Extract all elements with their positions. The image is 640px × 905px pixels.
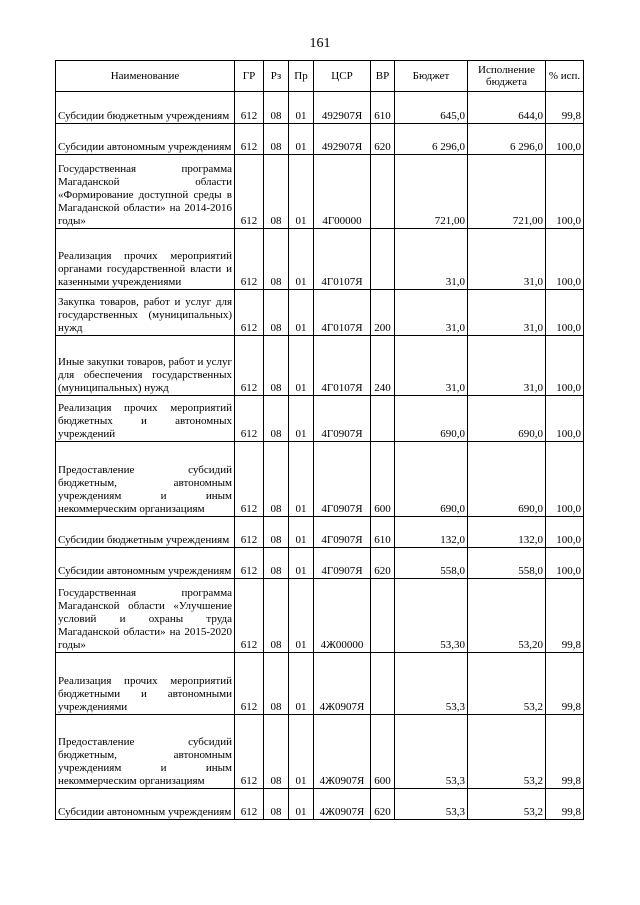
cell-execution: 53,2	[468, 715, 546, 789]
cell-csr: 4Г0107Я	[314, 229, 371, 290]
table-row	[56, 442, 584, 517]
cell-budget: 132,0	[395, 517, 468, 548]
table-row	[56, 653, 584, 715]
cell-budget: 31,0	[395, 229, 468, 290]
cell-execution: 53,20	[468, 579, 546, 653]
cell-vr	[371, 579, 395, 653]
cell-name: Субсидии автономным учреждениям	[56, 124, 235, 155]
cell-execution: 690,0	[468, 396, 546, 442]
column-header-csr: ЦСР	[314, 61, 371, 92]
table-row	[56, 229, 584, 290]
cell-csr: 4Ж0907Я	[314, 715, 371, 789]
column-header-execution: Исполнение бюджета	[468, 61, 546, 92]
cell-percent: 99,8	[546, 715, 584, 789]
cell-budget: 53,3	[395, 789, 468, 820]
cell-percent: 100,0	[546, 336, 584, 396]
cell-pr: 01	[289, 517, 314, 548]
cell-pr: 01	[289, 548, 314, 579]
cell-vr: 620	[371, 789, 395, 820]
cell-csr: 4Г0107Я	[314, 336, 371, 396]
table-row	[56, 715, 584, 789]
cell-rz: 08	[264, 715, 289, 789]
cell-vr: 620	[371, 124, 395, 155]
cell-percent: 100,0	[546, 155, 584, 229]
cell-rz: 08	[264, 124, 289, 155]
cell-pr: 01	[289, 396, 314, 442]
cell-rz: 08	[264, 517, 289, 548]
cell-csr: 4Ж0907Я	[314, 653, 371, 715]
cell-name: Иные закупки товаров, работ и услуг для обеспечения государственных (муниципальных) нужд	[56, 336, 235, 396]
cell-gr: 612	[235, 290, 264, 336]
cell-rz: 08	[264, 155, 289, 229]
table-row	[56, 336, 584, 396]
cell-budget: 690,0	[395, 442, 468, 517]
cell-vr: 610	[371, 92, 395, 124]
cell-rz: 08	[264, 290, 289, 336]
table-row	[56, 124, 584, 155]
cell-name: Субсидии автономным учреждениям	[56, 548, 235, 579]
cell-budget: 558,0	[395, 548, 468, 579]
cell-percent: 100,0	[546, 124, 584, 155]
cell-csr: 4Г0907Я	[314, 548, 371, 579]
cell-gr: 612	[235, 517, 264, 548]
cell-percent: 99,8	[546, 789, 584, 820]
column-header-vr: ВР	[371, 61, 395, 92]
cell-execution: 644,0	[468, 92, 546, 124]
cell-pr: 01	[289, 229, 314, 290]
table-row	[56, 155, 584, 229]
table-row	[56, 789, 584, 820]
cell-execution: 31,0	[468, 336, 546, 396]
cell-budget: 53,30	[395, 579, 468, 653]
cell-percent: 99,8	[546, 653, 584, 715]
cell-execution: 558,0	[468, 548, 546, 579]
cell-execution: 690,0	[468, 442, 546, 517]
table-row	[56, 579, 584, 653]
cell-budget: 6 296,0	[395, 124, 468, 155]
cell-rz: 08	[264, 396, 289, 442]
page-number: 161	[309, 36, 331, 51]
cell-name: Предоставление субсидий бюджетным, автономным учреждениям и иным некоммерческим организациям	[56, 442, 235, 517]
cell-percent: 100,0	[546, 517, 584, 548]
cell-gr: 612	[235, 548, 264, 579]
cell-name: Государственная программа Магаданской области «Формирование доступной среды в Магаданской области» на 2014-2016 годы»	[56, 155, 235, 229]
cell-budget: 53,3	[395, 653, 468, 715]
cell-gr: 612	[235, 715, 264, 789]
table-row	[56, 92, 584, 124]
cell-name: Субсидии бюджетным учреждениям	[56, 92, 235, 124]
cell-gr: 612	[235, 92, 264, 124]
cell-name: Субсидии автономным учреждениям	[56, 789, 235, 820]
cell-vr: 240	[371, 336, 395, 396]
table-header-row	[56, 61, 584, 92]
cell-percent: 99,8	[546, 92, 584, 124]
cell-rz: 08	[264, 789, 289, 820]
cell-pr: 01	[289, 442, 314, 517]
cell-pr: 01	[289, 715, 314, 789]
column-header-rz: Рз	[264, 61, 289, 92]
budget-table	[55, 60, 584, 820]
cell-vr	[371, 653, 395, 715]
cell-vr: 610	[371, 517, 395, 548]
cell-gr: 612	[235, 336, 264, 396]
cell-rz: 08	[264, 229, 289, 290]
cell-percent: 100,0	[546, 548, 584, 579]
cell-pr: 01	[289, 653, 314, 715]
cell-execution: 132,0	[468, 517, 546, 548]
cell-csr: 4Г0907Я	[314, 442, 371, 517]
cell-execution: 31,0	[468, 290, 546, 336]
cell-vr	[371, 396, 395, 442]
cell-csr: 4Ж00000	[314, 579, 371, 653]
cell-budget: 690,0	[395, 396, 468, 442]
column-header-gr: ГР	[235, 61, 264, 92]
table-row	[56, 290, 584, 336]
cell-gr: 612	[235, 124, 264, 155]
table-row	[56, 396, 584, 442]
table-row	[56, 517, 584, 548]
cell-pr: 01	[289, 155, 314, 229]
cell-rz: 08	[264, 92, 289, 124]
cell-csr: 4Г0907Я	[314, 517, 371, 548]
cell-budget: 53,3	[395, 715, 468, 789]
cell-csr: 4Г0107Я	[314, 290, 371, 336]
cell-percent: 100,0	[546, 442, 584, 517]
cell-csr: 492907Я	[314, 124, 371, 155]
cell-vr: 600	[371, 715, 395, 789]
cell-vr: 600	[371, 442, 395, 517]
column-header-name: Наименование	[56, 61, 235, 92]
cell-gr: 612	[235, 789, 264, 820]
cell-budget: 721,00	[395, 155, 468, 229]
cell-execution: 53,2	[468, 653, 546, 715]
cell-gr: 612	[235, 579, 264, 653]
table-body	[56, 92, 584, 820]
cell-name: Реализация прочих мероприятий бюджетных и автономных учреждений	[56, 396, 235, 442]
cell-rz: 08	[264, 336, 289, 396]
cell-budget: 31,0	[395, 336, 468, 396]
cell-budget: 31,0	[395, 290, 468, 336]
cell-csr: 4Г0907Я	[314, 396, 371, 442]
cell-pr: 01	[289, 579, 314, 653]
cell-rz: 08	[264, 548, 289, 579]
cell-gr: 612	[235, 653, 264, 715]
cell-percent: 100,0	[546, 396, 584, 442]
cell-execution: 31,0	[468, 229, 546, 290]
cell-vr	[371, 229, 395, 290]
cell-rz: 08	[264, 653, 289, 715]
cell-vr	[371, 155, 395, 229]
cell-pr: 01	[289, 290, 314, 336]
cell-csr: 492907Я	[314, 92, 371, 124]
cell-pr: 01	[289, 92, 314, 124]
column-header-pr: Пр	[289, 61, 314, 92]
cell-pr: 01	[289, 124, 314, 155]
cell-gr: 612	[235, 442, 264, 517]
cell-pr: 01	[289, 336, 314, 396]
cell-rz: 08	[264, 442, 289, 517]
cell-name: Закупка товаров, работ и услуг для государственных (муниципальных) нужд	[56, 290, 235, 336]
cell-gr: 612	[235, 155, 264, 229]
column-header-budget: Бюджет	[395, 61, 468, 92]
cell-rz: 08	[264, 579, 289, 653]
table-row	[56, 548, 584, 579]
cell-percent: 100,0	[546, 290, 584, 336]
cell-name: Реализация прочих мероприятий бюджетными и автономными учреждениями	[56, 653, 235, 715]
cell-execution: 721,00	[468, 155, 546, 229]
cell-csr: 4Г00000	[314, 155, 371, 229]
cell-csr: 4Ж0907Я	[314, 789, 371, 820]
cell-execution: 53,2	[468, 789, 546, 820]
cell-percent: 100,0	[546, 229, 584, 290]
cell-execution: 6 296,0	[468, 124, 546, 155]
column-header-percent: % исп.	[546, 61, 584, 92]
cell-gr: 612	[235, 229, 264, 290]
cell-name: Субсидии бюджетным учреждениям	[56, 517, 235, 548]
cell-name: Предоставление субсидий бюджетным, автономным учреждениям и иным некоммерческим организациям	[56, 715, 235, 789]
cell-percent: 99,8	[546, 579, 584, 653]
cell-vr: 620	[371, 548, 395, 579]
cell-name: Реализация прочих мероприятий органами государственной власти и казенными учреждениями	[56, 229, 235, 290]
cell-vr: 200	[371, 290, 395, 336]
cell-budget: 645,0	[395, 92, 468, 124]
cell-gr: 612	[235, 396, 264, 442]
cell-name: Государственная программа Магаданской области «Улучшение условий и охраны труда Магаданской области» на 2015-2020 годы»	[56, 579, 235, 653]
cell-pr: 01	[289, 789, 314, 820]
